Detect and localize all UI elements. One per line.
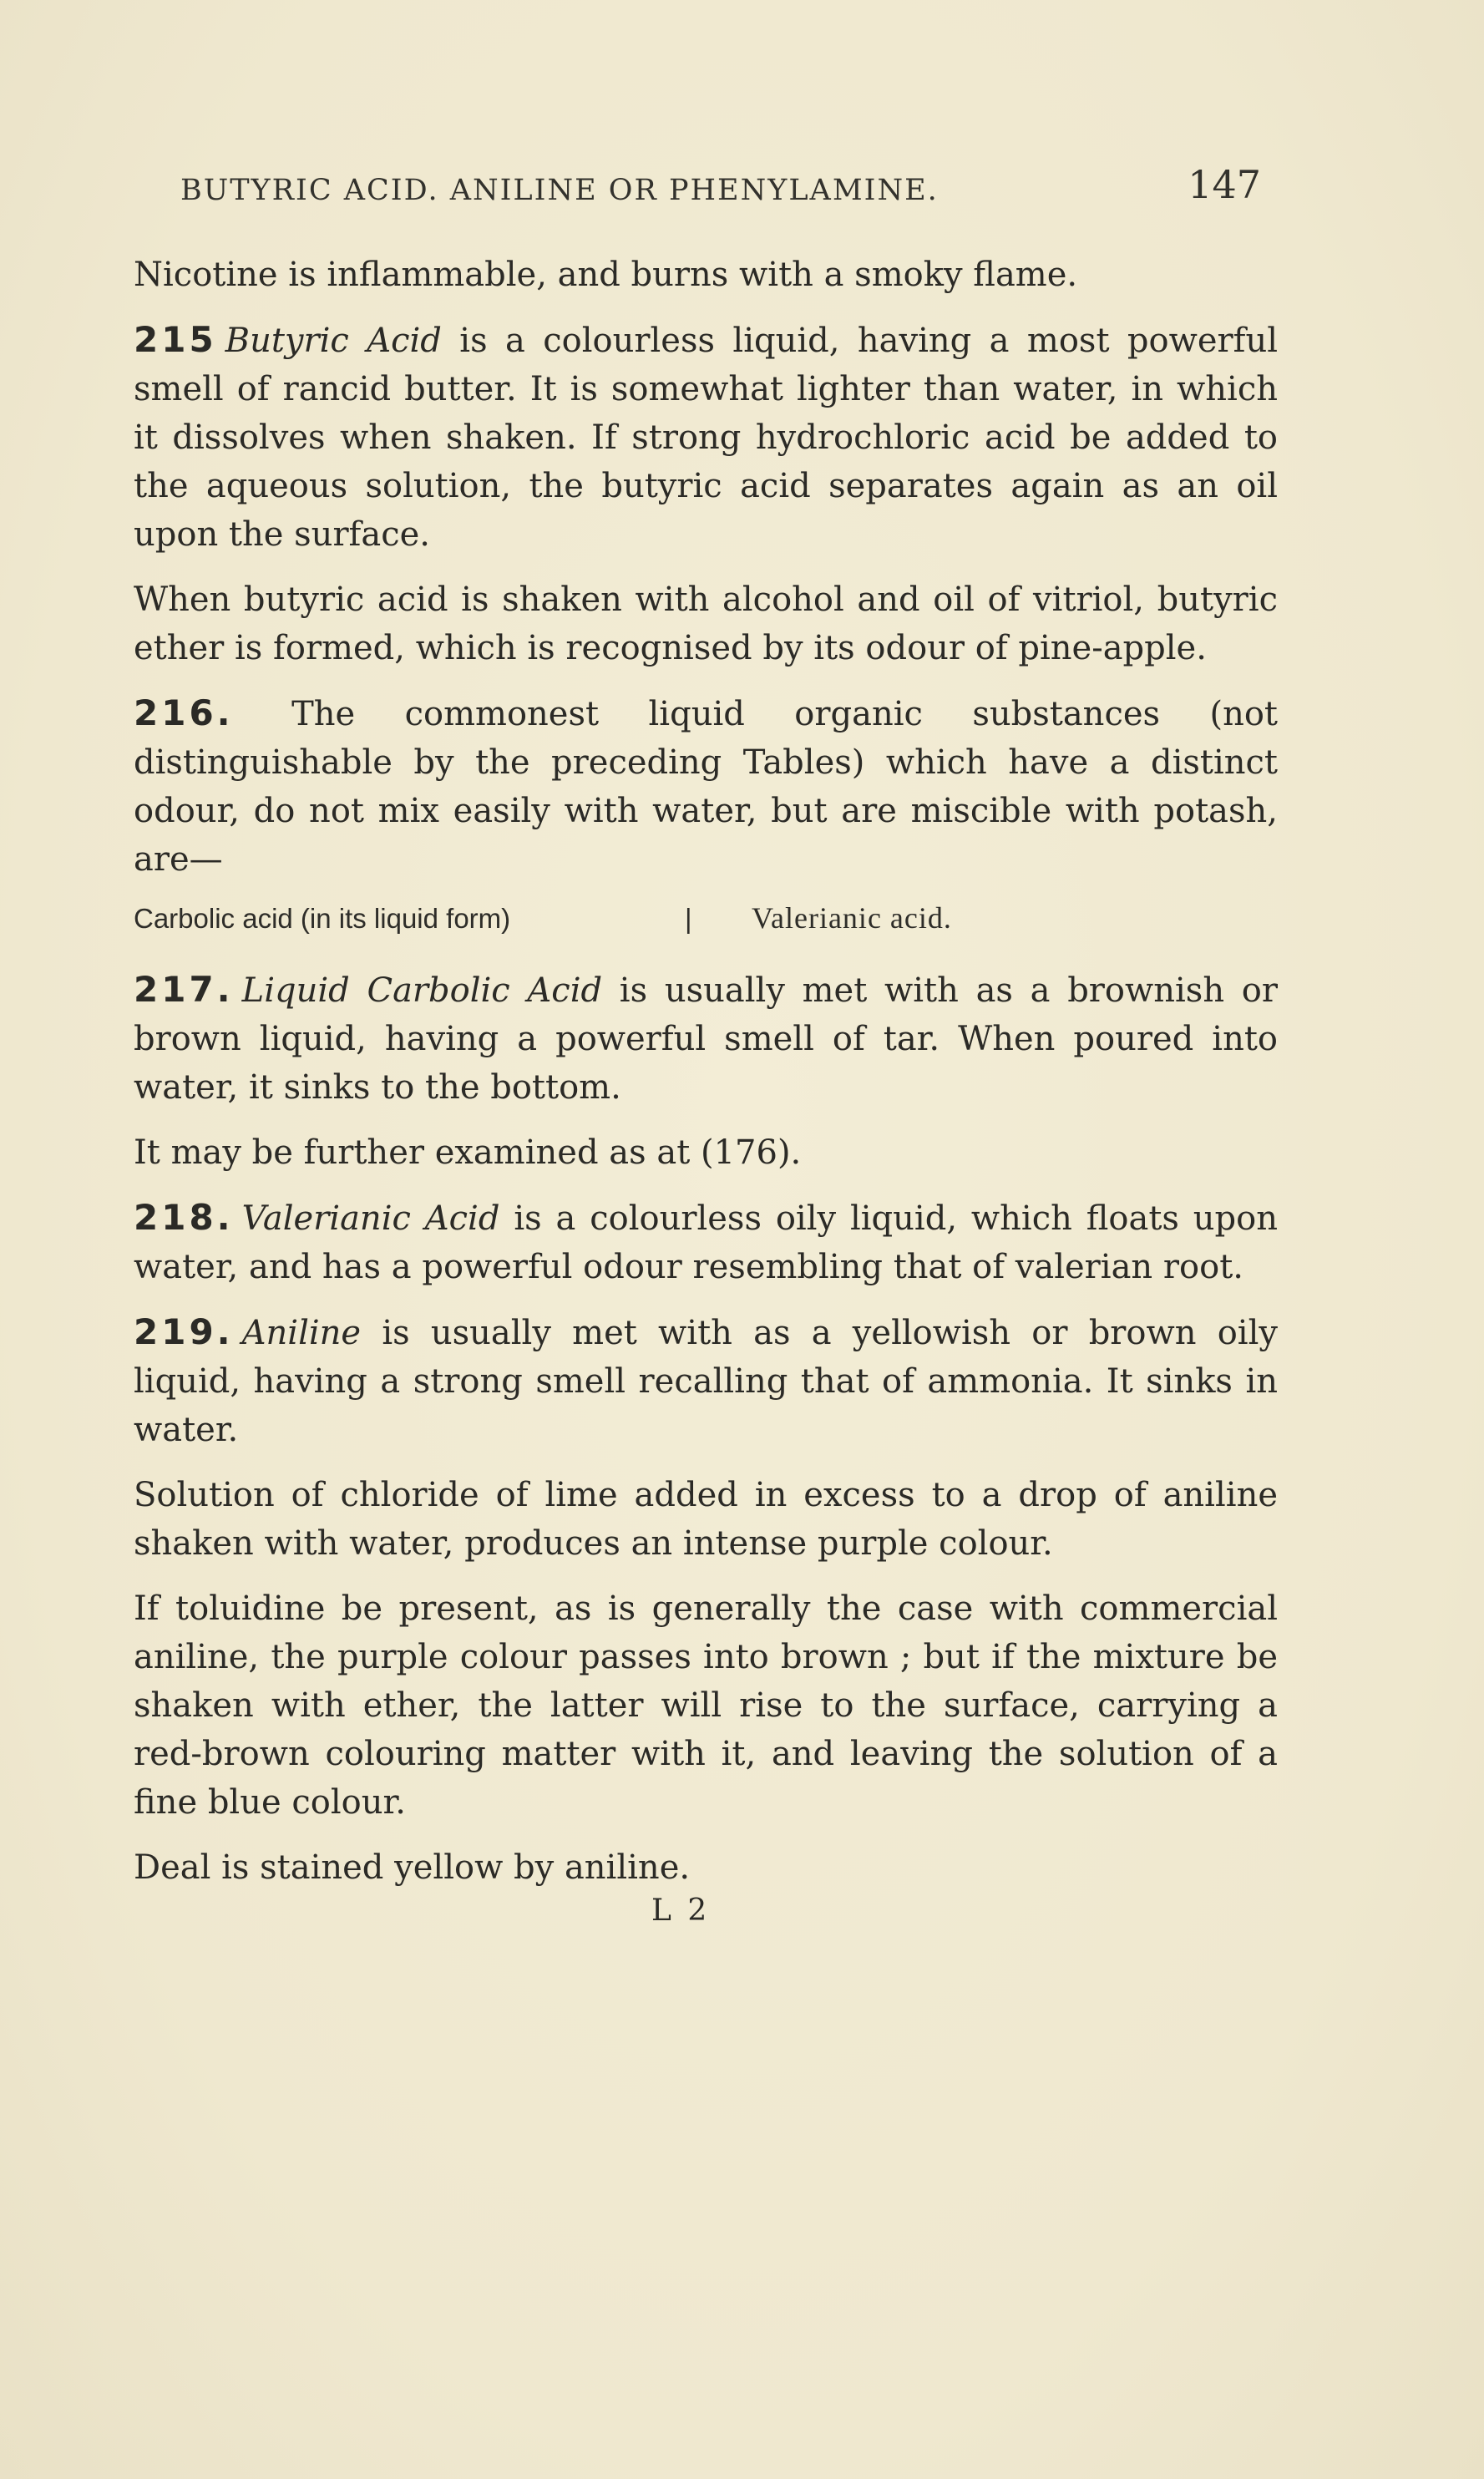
paragraph-text: If toluidine be present, as is generally the case with commercial aniline, the purple colour passes into brown ; but if the mixture be shaken with ether, the latter will rise to the surface, carrying a red-brown colouring matter with it, and leaving the solution of a fine blue colour. [134,1589,1278,1822]
paragraph-219-deal [134,1843,1278,1892]
page-number: 147 [1188,162,1261,207]
table-separator: | [685,903,692,934]
term-valerianic-acid: Valerianic Acid [241,1199,500,1238]
paragraph-219-chloride [134,1471,1278,1568]
paragraph-text: is a colourless liquid, having a most powerful smell of rancid butter. It is somewhat lighter than water, in which it dissolves when shaken. If strong hydrochloric acid be added to the aqueous solution, the butyric acid separates again as an oil upon the surface. [134,322,1278,554]
substance-table-row [134,900,1278,935]
paragraph-text: Nicotine is inflammable, and burns with a smoky flame. [134,256,1078,294]
paragraph-text: is a colourless oily liquid, which floats upon water, and has a powerful odour resembling that of valerian root. [134,1199,1279,1286]
section-number: 216. [134,692,234,733]
paragraph-text: Deal is stained yellow by aniline. [134,1848,691,1887]
section-number: 215 [134,319,217,360]
paragraph-216 [134,689,1278,884]
paragraph-215 [134,316,1278,559]
running-head [134,162,1261,217]
paragraph-text: Solution of chloride of lime added in excess to a drop of aniline shaken with water, produces an intense purple colour. [134,1476,1278,1563]
paragraph-text: is usually met with as a yellowish or brown oily liquid, having a strong smell recalling that of ammonia. It sinks in water. [134,1314,1278,1449]
paragraph-nicotine [134,251,1278,299]
paragraph-217-reference [134,1128,1278,1177]
paragraph-218 [134,1194,1278,1291]
paragraph-219-toluidine [134,1584,1278,1827]
section-number: 218. [134,1197,234,1238]
paragraph-text: The commonest liquid organic substances (not distinguishable by the preceding Tables) which have a distinct odour, do not mix easily with water, but are miscible with potash, are— [134,695,1278,879]
paragraph-217 [134,966,1278,1112]
section-number: 219. [134,1311,234,1352]
paragraph-text: When butyric acid is shaken with alcohol and oil of vitriol, butyric ether is formed, which is recognised by its odour of pine-apple. [134,580,1278,667]
running-title: BUTYRIC ACID. ANILINE OR PHENYLAMINE. [180,174,939,207]
table-cell-valerianic: Valerianic acid. [752,901,952,935]
term-butyric-acid: Butyric Acid [225,322,442,360]
paragraph-text: It may be further examined as at (176). [134,1133,802,1172]
table-cell-carbolic: Carbolic acid (in its liquid form) [134,903,511,934]
paragraph-215-ether [134,575,1278,672]
paragraph-219 [134,1308,1278,1454]
term-aniline: Aniline [241,1314,362,1352]
text-block [134,251,1278,1928]
term-liquid-carbolic-acid: Liquid Carbolic Acid [241,971,603,1010]
paragraph-text: is usually met with as a brownish or brown liquid, having a powerful smell of tar. When poured into water, it sinks to the bottom. [134,971,1278,1107]
section-number: 217. [134,969,234,1010]
signature-mark: L 2 [651,1893,711,1928]
